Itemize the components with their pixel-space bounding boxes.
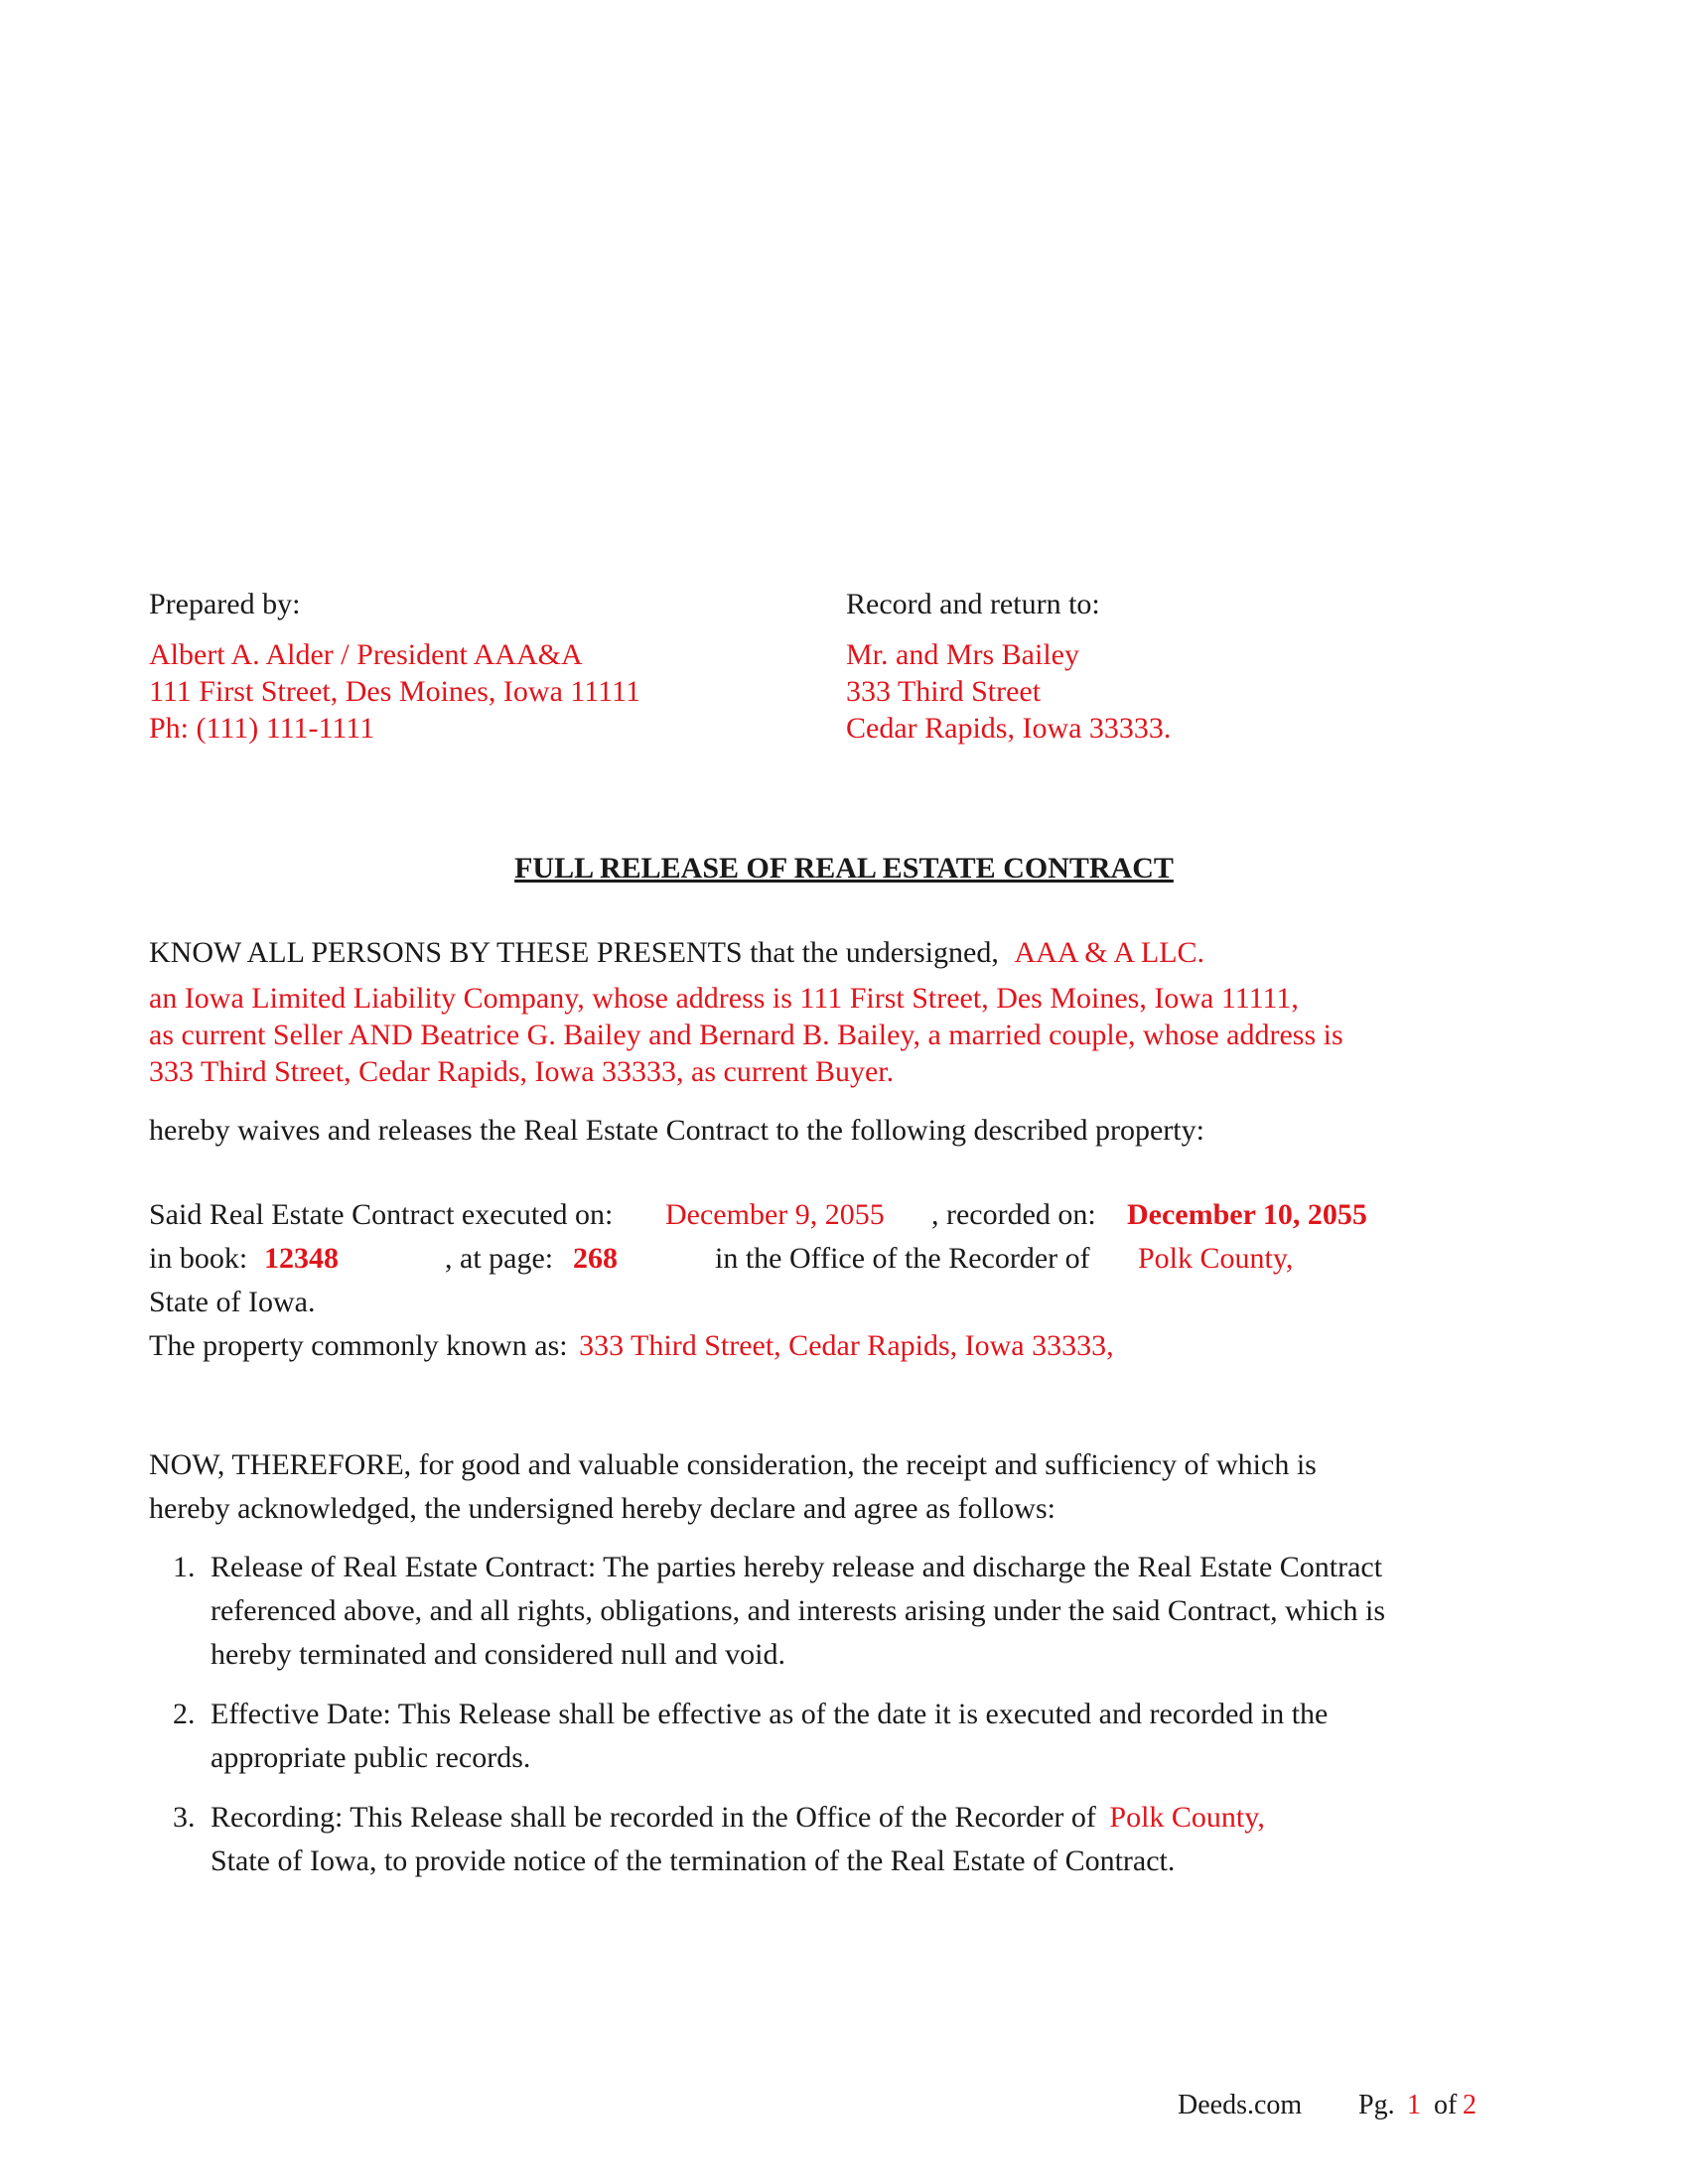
clause-line: hereby terminated and considered null and void. xyxy=(211,1638,785,1671)
footer-page-number: 1 xyxy=(1407,2090,1421,2120)
intro-line xyxy=(149,934,1204,971)
property-row xyxy=(149,1327,1114,1364)
return-city: Cedar Rapids, Iowa 33333. xyxy=(846,712,1172,745)
waive-statement: hereby waives and releases the Real Estate Contract to the following described property: xyxy=(149,1114,1204,1147)
preparer-name: Albert A. Alder / President AAA&A xyxy=(149,638,583,671)
footer-of-label: of xyxy=(1434,2090,1458,2120)
record-return-label: Record and return to: xyxy=(846,588,1100,620)
return-street: 333 Third Street xyxy=(846,675,1042,708)
footer-page-label: Pg. xyxy=(1358,2090,1395,2120)
state-line: State of Iowa. xyxy=(149,1286,316,1318)
executed-date: December 9, 2055 xyxy=(665,1198,885,1231)
county-name: Polk County, xyxy=(1138,1242,1294,1275)
prepared-by-label: Prepared by: xyxy=(149,588,301,620)
clause-line: Release of Real Estate Contract: The parties hereby release and discharge the Real Estate Contract xyxy=(211,1551,1383,1583)
book-label: in book: xyxy=(149,1242,248,1275)
page-label: , at page: xyxy=(445,1242,554,1275)
record-return-block xyxy=(846,586,1171,747)
recording-county: Polk County, xyxy=(1109,1801,1265,1834)
grantor-name: AAA & A LLC. xyxy=(1014,936,1205,969)
prepared-by-block xyxy=(149,586,640,747)
recorded-label: , recorded on: xyxy=(931,1198,1096,1231)
return-name: Mr. and Mrs Bailey xyxy=(846,638,1079,671)
clause-number: 3. xyxy=(173,1801,196,1834)
clause-line: Effective Date: This Release shall be effective as of the date it is executed and recorded in the xyxy=(211,1698,1329,1730)
parties-description xyxy=(149,980,1519,1090)
clause-release xyxy=(173,1546,1553,1677)
execution-row xyxy=(149,1196,1367,1233)
document-title: FULL RELEASE OF REAL ESTATE CONTRACT xyxy=(514,852,1174,885)
consideration-line: hereby acknowledged, the undersigned hereby declare and agree as follows: xyxy=(149,1492,1055,1525)
recorded-date: December 10, 2055 xyxy=(1127,1198,1367,1231)
clause-number: 2. xyxy=(173,1698,196,1730)
page-number: 268 xyxy=(573,1242,618,1275)
clause-number: 1. xyxy=(173,1551,196,1583)
parties-line: as current Seller AND Beatrice G. Bailey and Bernard B. Bailey, a married couple, whose address is xyxy=(149,1019,1343,1051)
executed-label: Said Real Estate Contract executed on: xyxy=(149,1198,614,1231)
clause-line: referenced above, and all rights, obligations, and interests arising under the said Contract, which is xyxy=(211,1594,1385,1627)
footer-page-total: 2 xyxy=(1463,2090,1477,2120)
recording-prefix: Recording: This Release shall be recorded in the Office of the Recorder of xyxy=(211,1801,1096,1834)
footer-site: Deeds.com xyxy=(1178,2090,1303,2120)
office-label: in the Office of the Recorder of xyxy=(715,1242,1090,1275)
book-page-row xyxy=(149,1240,1539,1277)
consideration-paragraph xyxy=(149,1443,1539,1531)
parties-line: 333 Third Street, Cedar Rapids, Iowa 33333, as current Buyer. xyxy=(149,1055,895,1088)
book-number: 12348 xyxy=(264,1242,339,1275)
parties-line: an Iowa Limited Liability Company, whose address is 111 First Street, Des Moines, Iowa 11111, xyxy=(149,982,1299,1015)
clause-line: State of Iowa, to provide notice of the termination of the Real Estate of Contract. xyxy=(211,1844,1176,1877)
preparer-phone: Ph: (111) 111-1111 xyxy=(149,712,375,745)
clause-line xyxy=(211,1796,1553,1840)
preparer-address: 111 First Street, Des Moines, Iowa 11111 xyxy=(149,675,640,708)
intro-prefix: KNOW ALL PERSONS BY THESE PRESENTS that the undersigned, xyxy=(149,936,999,969)
clause-effective-date xyxy=(173,1693,1553,1780)
property-label: The property commonly known as: xyxy=(149,1329,568,1362)
clause-recording xyxy=(173,1796,1553,1883)
clause-line: appropriate public records. xyxy=(211,1741,531,1774)
consideration-line: NOW, THEREFORE, for good and valuable consideration, the receipt and sufficiency of which is xyxy=(149,1448,1317,1481)
property-address: 333 Third Street, Cedar Rapids, Iowa 33333, xyxy=(579,1329,1114,1362)
